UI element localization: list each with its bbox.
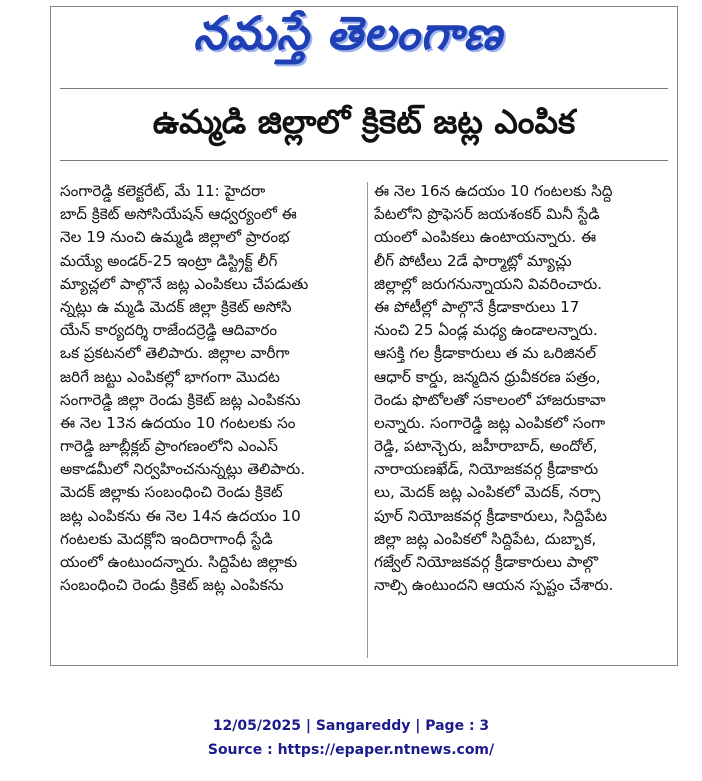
footer-source: Source : https://epaper.ntnews.com/ xyxy=(207,742,495,758)
article-line: యంలో ఉంటుందన్నారు. సిద్దిపేట జిల్లాకు xyxy=(60,553,298,571)
article-line: ఆసక్తి గల క్రీడాకారులు త మ ఒరిజినల్ xyxy=(374,344,596,363)
article-line: న్నట్లు ఉ మ్మడి మెదక్ జిల్లా క్రికెట్ అసోసి xyxy=(60,297,292,316)
article-line: ఈ పోటీల్లో పాల్గొనే క్రీడాకారులు 17 xyxy=(374,297,580,316)
newspaper-masthead xyxy=(148,4,548,74)
article-line: నారాయణఖేడ్, నియోజకవర్గ క్రీడాకారు xyxy=(374,460,599,479)
article-line: నెల 19 నుంచి ఉమ్మడి జిల్లాలో ప్రారంభ xyxy=(60,228,290,247)
headline-bottom-rule xyxy=(60,160,668,161)
article-line: జరిగే జట్టు ఎంపికల్లో భాగంగా మొదట xyxy=(60,367,280,386)
article-headline: ఉమ్మడి జిల్లాలో క్రికెట్ జట్ల ఎంపిక xyxy=(152,102,576,141)
article-line: ఈ నెల 16న ఉదయం 10 గంటలకు సిద్ది xyxy=(374,182,613,200)
article-line: అకాడమీలో నిర్వహించనున్నట్లు తెలిపారు. xyxy=(60,460,306,479)
article-line: గారెడ్డి జూబ్లీక్లబ్ ప్రాంగణంలోని ఎంఎస్ xyxy=(60,437,278,456)
article-line: సంగారెడ్డి జిల్లా రెండు క్రికెట్ జట్ల ఎంపికను xyxy=(60,390,301,409)
article-line: గజ్వేల్ నియోజకవర్గ క్రీడాకారులు పాల్గొ xyxy=(374,553,598,571)
article-line: సంగారెడ్డి కలెక్టరేట్, మే 11: హైదరా xyxy=(60,182,266,200)
article-line: రెడ్డి, పటాన్చెరు, జహీరాబాద్, అందోల్, xyxy=(374,437,598,456)
article-line: ఒక ప్రకటనలో తెలిపారు. జిల్లాల వారీగా xyxy=(60,344,290,363)
article-body xyxy=(56,180,672,660)
article-right-column xyxy=(374,180,672,597)
article-line: మెదక్ జిల్లాకు సంబంధించి రెండు క్రికెట్ xyxy=(60,483,283,502)
article-line: లీగ్ పోటీలు 2డే ఫార్మాట్లో మ్యాచ్లు xyxy=(374,251,572,270)
article-line: పూర్ నియోజకవర్గ క్రీడాకారులు, సిద్దిపేట xyxy=(374,506,607,525)
article-line: రెండు ఫొటోలతో సకాలంలో హాజరుకావా xyxy=(374,390,606,409)
headline-top-rule xyxy=(60,88,668,89)
article-line: నాల్సి ఉంటుందని ఆయన స్పష్టం చేశారు. xyxy=(374,576,614,595)
article-line: యంలో ఎంపికలు ఉంటాయన్నారు. ఈ xyxy=(374,228,597,247)
article-line: ఈ నెల 13న ఉదయం 10 గంటలకు సం xyxy=(60,413,296,432)
article-line: యేన్ కార్యదర్శి రాజేందర్రెడ్డి ఆదివారం xyxy=(60,321,278,340)
article-line: పేటలోని ప్రొఫెసర్ జయశంకర్ మినీ స్టేడి xyxy=(374,205,600,224)
article-line: నుంచి 25 ఏండ్ల మధ్య ఉండాలన్నారు. xyxy=(374,321,598,340)
article-left-column xyxy=(60,180,358,597)
masthead-title: నమస్తే తెలంగాణ xyxy=(193,6,503,60)
article-line: ఆధార్ కార్డు, జన్మదిన ధ్రువీకరణ పత్రం, xyxy=(374,367,601,386)
article-line: మయ్యే అండర్-25 ఇంట్రా డిస్ట్రిక్ట్ లీగ్ xyxy=(60,251,278,270)
article-line: మ్యాచ్లలో పాల్గొనే జట్ల ఎంపికలు చేపడుతు xyxy=(60,274,309,293)
article-line: గంటలకు మెదక్లోని ఇందిరాగాంధీ స్టేడి xyxy=(60,529,273,548)
article-line: లన్నారు. సంగారెడ్డి జట్ల ఎంపికలో సంగా xyxy=(374,413,606,432)
article-line: జిల్లాల్లో జరుగనున్నాయని వివరించారు. xyxy=(374,274,603,293)
column-divider xyxy=(367,182,368,658)
article-line: బాద్ క్రికెట్ అసోసియేషన్ ఆధ్వర్యంలో ఈ xyxy=(60,205,297,224)
article-line: లు, మెదక్ జట్ల ఎంపికలో మెదక్, నర్సా xyxy=(374,483,601,502)
article-line: జట్ల ఎంపికను ఈ నెల 14న ఉదయం 10 xyxy=(60,506,301,525)
article-line: సంబంధించి రెండు క్రికెట్ జట్ల ఎంపికను xyxy=(60,576,284,595)
footer-info: 12/05/2025 | Sangareddy | Page : 3 xyxy=(212,718,490,734)
article-line: జిల్లా జట్ల ఎంపికలో సిద్దిపేట, దుబ్బాక, xyxy=(374,529,597,548)
